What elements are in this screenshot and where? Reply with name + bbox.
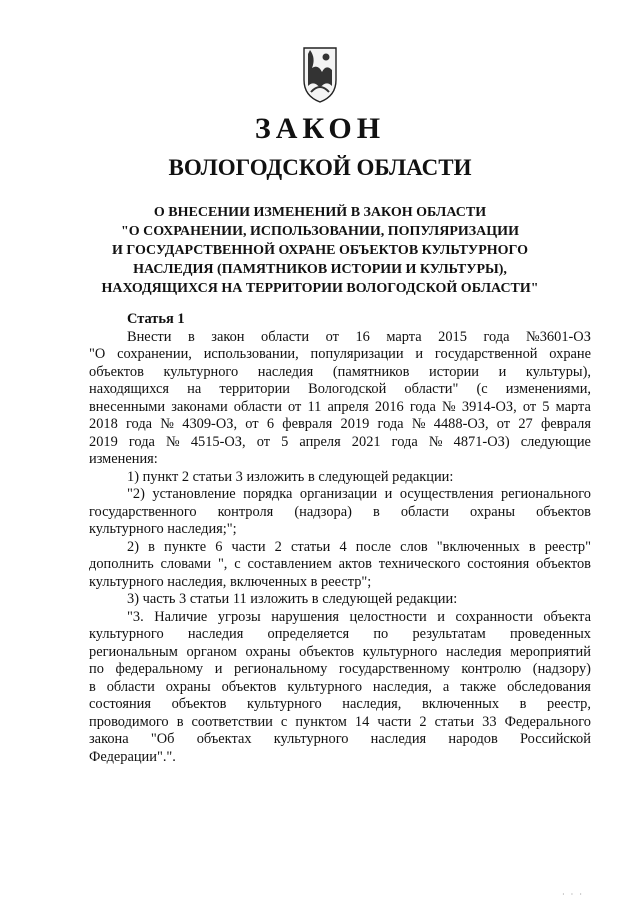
body-word: изменениями, (505, 381, 591, 397)
body-line: изменения: (89, 451, 158, 467)
body-word: 2016 (374, 398, 404, 415)
body-word: обследования (507, 678, 591, 695)
body-word: после (355, 538, 392, 555)
body-word: регионального (501, 486, 591, 502)
body-word: года (128, 433, 155, 450)
body-word: объектов (536, 503, 591, 520)
subject-line: НАСЛЕДИЯ (ПАМЯТНИКОВ ИСТОРИИ И КУЛЬТУРЫ), (133, 262, 507, 277)
body-word: части (377, 713, 412, 730)
body-word: охране (549, 346, 591, 362)
body-word: включенных (421, 696, 500, 712)
body-word: 2 (419, 713, 427, 730)
body-word: от (245, 416, 259, 432)
body-line (89, 416, 591, 434)
body-word: составлением (247, 556, 332, 572)
body-word: (с (476, 381, 488, 397)
body-word: наследия, (342, 696, 402, 712)
body-word: угрозы (217, 608, 261, 625)
body-word: (надзора) (294, 503, 352, 520)
body-word: на (187, 381, 202, 397)
body-word: объектов (89, 363, 144, 380)
body-word: Российской (520, 731, 591, 747)
body-line (89, 661, 591, 679)
body-word: года (126, 416, 153, 432)
body-word: закона (89, 731, 129, 747)
body-word: 6 (266, 416, 275, 432)
page-marks: · · · (562, 890, 584, 899)
body-word: региональным (89, 643, 178, 660)
body-word: 4309-ОЗ, (182, 416, 238, 432)
region-title: ВОЛОГОДСКОЙ ОБЛАСТИ (168, 155, 472, 180)
body-word: 3914-ОЗ, (461, 398, 517, 415)
body-word: № (442, 398, 456, 415)
body-word: в (176, 713, 184, 730)
body-word: соответствии (191, 713, 273, 730)
body-line (89, 644, 591, 662)
body-word: (памятников (332, 363, 410, 380)
body-word: № (411, 416, 426, 432)
body-word: 14 (354, 713, 370, 730)
body-word: 2021 (351, 433, 381, 450)
body-word: области (400, 503, 449, 520)
body-word: по (373, 626, 389, 642)
body-word: культурного (163, 363, 239, 380)
body-word: 4488-ОЗ, (433, 416, 489, 432)
body-word: федеральному (115, 661, 204, 677)
body-line (89, 609, 591, 627)
body-word: от (325, 328, 339, 345)
subject-line: "О СОХРАНЕНИИ, ИСПОЛЬЗОВАНИИ, ПОПУЛЯРИЗАЦИИ (121, 224, 519, 239)
body-line: 3) часть 3 статьи 11 изложить в следующей редакции: (127, 591, 458, 607)
body-word: 5 (542, 398, 550, 415)
body-word: Вологодской (308, 381, 387, 397)
body-word: от (256, 433, 271, 450)
subject-line: И ГОСУДАРСТВЕННОЙ ОХРАНЕ ОБЪЕКТОВ КУЛЬТУРНОГО (112, 243, 528, 258)
body-word: 2) (127, 538, 139, 555)
body-word: "Об (150, 731, 175, 747)
body-word: слов (400, 538, 428, 555)
body-line (89, 329, 591, 347)
body-word: объектов (171, 696, 227, 712)
subject-line: О ВНЕСЕНИИ ИЗМЕНЕНИЙ В ЗАКОН ОБЛАСТИ (153, 205, 487, 220)
body-word: 5 (281, 433, 289, 450)
body-word: порядка (243, 486, 293, 502)
body-word: № (428, 433, 443, 450)
body-word: контролю (461, 661, 522, 677)
body-word: 33 (482, 713, 497, 730)
body-word: в (528, 538, 536, 555)
body-word: наследия (257, 363, 314, 380)
law-body (89, 311, 591, 766)
body-word: "2) (127, 486, 145, 502)
body-word: а (442, 678, 450, 695)
law-subject (80, 203, 560, 298)
body-word: статьи (434, 713, 475, 730)
body-word: использовании, (203, 346, 299, 362)
body-word: культурного (287, 678, 363, 695)
body-word: культурного (89, 626, 164, 642)
body-word: области (233, 398, 282, 415)
body-word: 2019 (340, 416, 370, 432)
body-word: объектах (196, 731, 252, 747)
body-word: государственному (338, 661, 450, 677)
body-line (89, 486, 591, 504)
body-line (89, 346, 591, 364)
body-word: года (409, 398, 436, 415)
body-word: и (415, 346, 424, 362)
body-word: Федерального (504, 713, 591, 730)
body-word: народов (448, 731, 498, 747)
body-word: 2 (274, 538, 282, 555)
body-word: в (187, 328, 195, 345)
body-word: 4 (339, 538, 347, 555)
body-word: результатам (412, 626, 486, 642)
body-word: статьи (290, 538, 331, 555)
body-word: пункте (164, 538, 207, 555)
body-word: наследия, (372, 678, 433, 695)
body-line (89, 679, 591, 697)
body-word: целостности (349, 608, 427, 625)
body-word: "3. (127, 608, 144, 625)
body-line (89, 626, 591, 644)
body-word: словами (160, 556, 212, 572)
body-word: государственного (89, 503, 197, 520)
body-word: ", (217, 556, 228, 572)
body-line (89, 434, 591, 452)
body-word: охраны (165, 678, 211, 695)
body-word: также (460, 678, 497, 695)
body-word: апреля (327, 398, 369, 415)
body-word: 4871-ОЗ) (453, 433, 510, 450)
body-word: законами (171, 398, 228, 415)
body-word: с (234, 556, 241, 572)
body-word: состояния (89, 696, 151, 712)
body-word: от (522, 398, 537, 415)
body-word: культуры), (525, 363, 591, 380)
body-word: определяется (267, 626, 350, 642)
body-word: области (261, 328, 310, 345)
body-word: № (160, 416, 175, 432)
article-text (89, 329, 591, 767)
body-line: культурного наследия;"; (89, 521, 237, 537)
body-word: 2019 (89, 433, 118, 450)
body-line: Федерации".". (89, 748, 176, 765)
body-word: области (106, 678, 155, 695)
body-word: в (519, 696, 527, 712)
body-line (89, 556, 591, 574)
body-word: Наличие (154, 608, 208, 625)
body-word: проводимого (89, 713, 169, 730)
law-title: ЗАКОН (254, 112, 386, 145)
body-word: от (496, 416, 511, 432)
body-line (89, 539, 591, 557)
body-word: актов (338, 556, 372, 572)
body-word: пунктом (295, 713, 347, 730)
body-word: территории (219, 381, 291, 397)
body-word: с (280, 713, 288, 730)
body-word: "включенных (436, 538, 520, 555)
body-word: в (148, 538, 155, 555)
body-word: охраны (470, 503, 516, 520)
body-word: нарушения (271, 608, 340, 625)
body-word: технического (378, 556, 461, 572)
body-word: внесенными (89, 398, 166, 415)
body-word: 11 (307, 398, 322, 415)
body-word: и (437, 608, 445, 625)
body-word: государственной (434, 346, 538, 362)
body-word: дополнить (89, 556, 154, 572)
body-word: наследия (187, 626, 244, 642)
body-word: объектов (221, 678, 277, 695)
body-word: проведенных (509, 626, 591, 642)
body-word: сохранности (455, 608, 533, 625)
body-word: апреля (299, 433, 341, 450)
body-word: 4515-ОЗ, (190, 433, 246, 450)
body-word: осуществления (399, 486, 494, 502)
body-line (89, 364, 591, 382)
body-word: закон (211, 328, 245, 345)
body-word: области" (404, 381, 459, 397)
body-word: установление (152, 486, 236, 502)
article-title: Статья 1 (127, 311, 185, 327)
body-word: культурного (247, 696, 322, 712)
body-word: охраны (245, 643, 291, 660)
body-word: региональному (234, 661, 328, 677)
body-word: контроля (217, 503, 274, 520)
body-line (89, 696, 591, 714)
body-word: культурного (273, 731, 349, 747)
body-word: 2015 (438, 328, 467, 345)
body-word: февраля (282, 416, 333, 432)
body-word: наследия (446, 643, 502, 660)
body-word: (надзору) (532, 661, 591, 677)
body-word: в (89, 678, 96, 695)
body-word: 27 (518, 416, 533, 432)
body-line (89, 381, 591, 399)
body-word: сохранении, (117, 346, 192, 362)
body-word: марта (386, 328, 422, 345)
body-word: следующие (520, 433, 591, 450)
body-line: культурного наследия, включенных в реестр"; (89, 573, 372, 590)
body-word: в (372, 503, 380, 520)
body-word: реестр, (547, 696, 591, 712)
body-word: мероприятий (510, 643, 591, 660)
body-word: марта (555, 398, 591, 415)
body-word: и (214, 661, 223, 677)
body-line (89, 399, 591, 417)
body-word: реестр" (544, 538, 591, 555)
body-word: от (288, 398, 302, 415)
body-word: 2018 (89, 416, 118, 432)
body-word: № (166, 433, 180, 450)
subject-line: НАХОДЯЩИХСЯ НА ТЕРРИТОРИИ ВОЛОГОДСКОЙ ОБЛАСТИ" (101, 281, 539, 296)
body-word: культурного (362, 643, 438, 660)
body-word: "О (89, 346, 106, 362)
body-word: 16 (355, 328, 370, 345)
body-word: организации (299, 486, 378, 502)
body-word: Внести (127, 328, 172, 345)
body-word: популяризации (310, 346, 404, 362)
body-word: части (231, 538, 266, 555)
body-word: объекта (543, 608, 591, 625)
body-word: истории (429, 363, 479, 380)
body-word: года (391, 433, 418, 450)
body-word: и (384, 486, 393, 502)
body-word: по (89, 661, 104, 677)
body-line (89, 504, 591, 522)
body-word: февраля (540, 416, 591, 432)
body-word: объектов (299, 643, 355, 660)
body-word: №3601-ОЗ (526, 328, 591, 345)
body-word: 6 (215, 538, 223, 555)
body-word: и (498, 363, 507, 380)
body-word: органом (186, 643, 237, 660)
body-word: года (483, 328, 510, 345)
body-line: 1) пункт 2 статьи 3 изложить в следующей редакции: (127, 468, 454, 485)
body-word: наследия (370, 731, 427, 747)
body-line (89, 731, 591, 749)
body-word: находящихся (89, 381, 170, 397)
body-word: года (377, 416, 404, 432)
coat-of-arms-icon (302, 46, 338, 104)
body-word: объектов (536, 556, 591, 572)
body-line (89, 714, 591, 732)
body-word: состояния (467, 556, 530, 572)
